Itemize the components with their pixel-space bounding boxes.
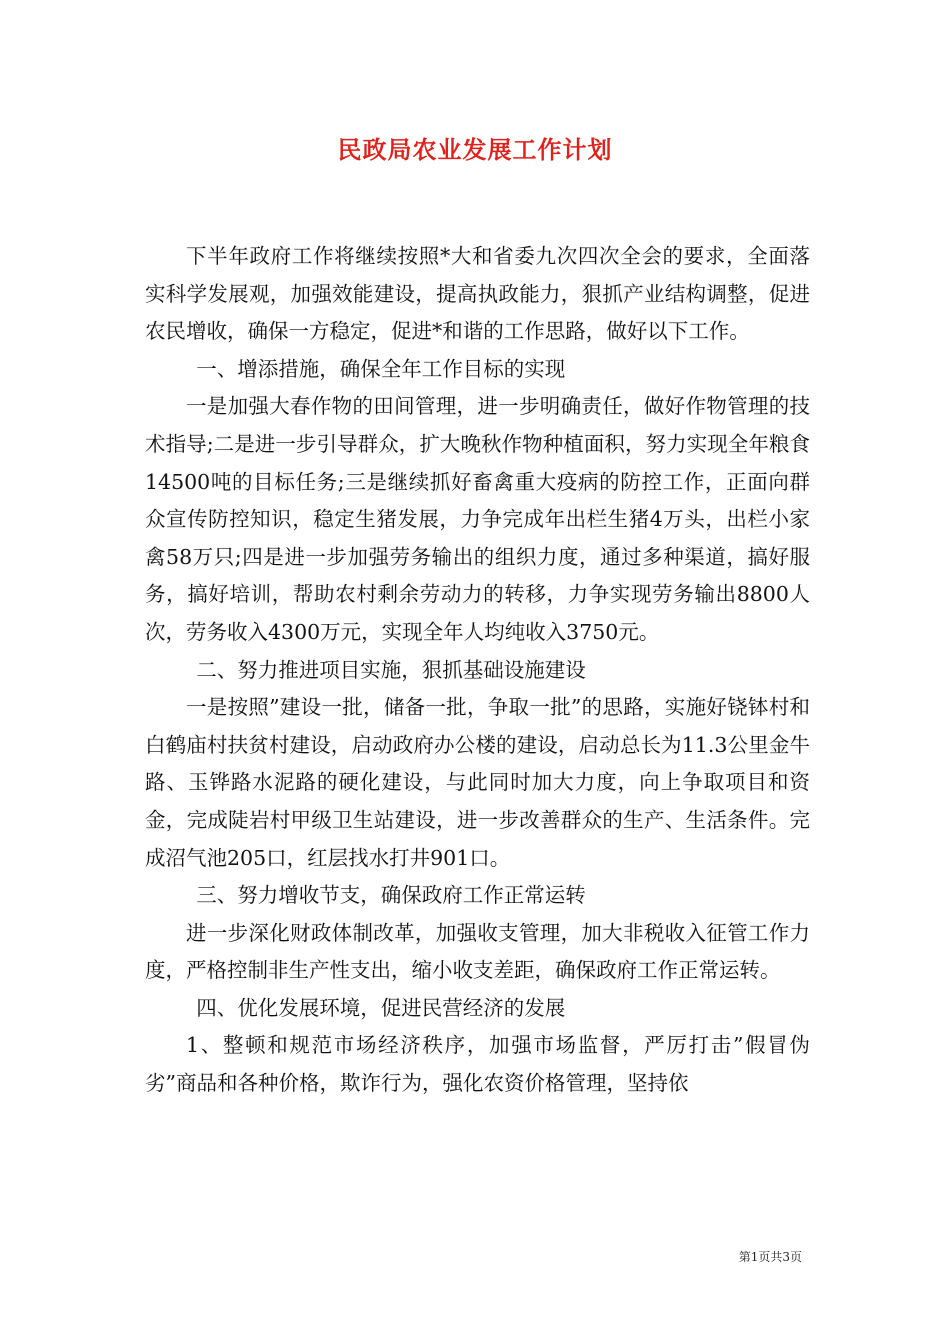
intro-paragraph: 下半年政府工作将继续按照*大和省委九次四次全会的要求，全面落实科学发展观，加强效能建设，提高执政能力，狠抓产业结构调整，促进农民增收，确保一方稳定，促进*和谐的工作思路，做好以下工作。 (145, 244, 810, 344)
section-paragraph-3: 进一步深化财政体制改革，加强收支管理，加大非税收入征管工作力度，严格控制非生产性支出，缩小收支差距，确保政府工作正常运转。 (145, 920, 810, 983)
document-body (145, 238, 810, 1103)
section-paragraph-1: 一是加强大春作物的田间管理，进一步明确责任，做好作物管理的技术指导;二是进一步引导群众，扩大晚秋作物种植面积，努力实现全年粮食14500吨的目标任务;三是继续抓好畜禽重大疫病的防控工作，正面向群众宣传防控知识，稳定生猪发展，力争完成年出栏生猪4万头，出栏小家禽58万只;四是进一步加强劳务输出的组织力度，通过多种渠道，搞好服务，搞好培训，帮助农村剩余劳动力的转移，力争实现劳务输出8800人次，劳务收入4300万元，实现全年人均纯收入3750元。 (145, 394, 810, 644)
section-paragraph-2: 一是按照”建设一批，储备一批，争取一批”的思路，实施好铙钵村和白鹤庙村扶贫村建设，启动政府办公楼的建设，启动总长为11.3公里金牛路、玉铧路水泥路的硬化建设，与此同时加大力度，向上争取项目和资金，完成陡岩村甲级卫生站建设，进一步改善群众的生产、生活条件。完成沼气池205口，红层找水打井901口。 (145, 695, 810, 870)
section-heading-4: 四、优化发展环境，促进民营经济的发展 (196, 995, 566, 1020)
page-number: 第1页共3页 (738, 1250, 802, 1264)
document-title: 民政局农业发展工作计划 (337, 135, 613, 164)
section-heading-2: 二、努力推进项目实施，狠抓基础设施建设 (196, 657, 586, 682)
section-heading-1: 一、增添措施，确保全年工作目标的实现 (196, 356, 566, 381)
section-paragraph-4: 1、整顿和规范市场经济秩序，加强市场监督，严厉打击”假冒伪劣”商品和各种价格，欺诈行为，强化农资价格管理，坚持依 (145, 1033, 810, 1096)
section-heading-3: 三、努力增收节支，确保政府工作正常运转 (196, 883, 586, 908)
